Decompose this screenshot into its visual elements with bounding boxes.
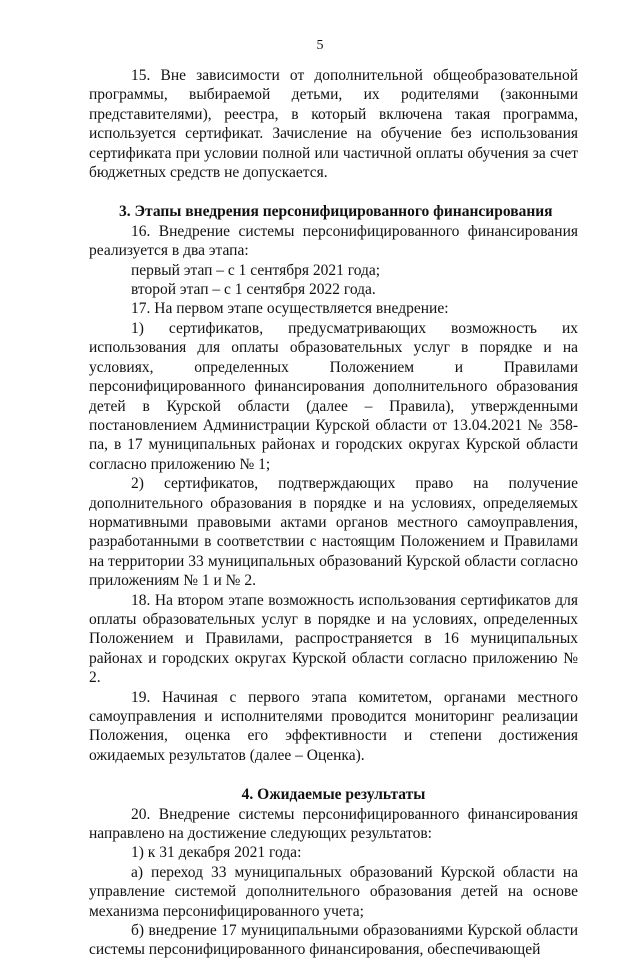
paragraph-item-20: 20. Внедрение системы персонифицированного финансирования направлено на достижение следующих результатов: <box>89 805 578 843</box>
paragraph-stage-2: второй этап – с 1 сентября 2022 года. <box>131 281 376 299</box>
section-4-heading: 4. Ожидаемые результаты <box>241 786 426 804</box>
paragraph-item-17: 17. На первом этапе осуществляется внедрение: <box>131 300 449 318</box>
paragraph-item-15: 15. Вне зависимости от дополнительной общеобразовательной программы, выбираемой детьми, их родителями (законными представителями), реестра, в который включена такая программа, используется сертификат. Зачисление на обучение без использования сертификата при условии полной или частичной оплаты обучения за счет бюджетных средств не допускается. <box>89 67 578 182</box>
paragraph-item-17-2: 2) сертификатов, подтверждающих право на получение дополнительного образования в порядке и на условиях, определяемых нормативными правовыми актами органов местного самоуправления, разработанными в соответствии с настоящим Положением и Правилами на территории 33 муниципальных образований Курской области согласно приложениям № 1 и № 2. <box>89 475 578 590</box>
paragraph-item-20-1-b: б) внедрение 17 муниципальными образованиями Курской области системы персонифицированного финансирования, обеспечивающей <box>89 922 578 959</box>
paragraph-item-18: 18. На втором этапе возможность использования сертификатов для оплаты образовательных услуг в порядке и на условиях, определенных Положением и Правилами, распространяется в 16 муниципальных районах и городских округах Курской области согласно приложению № 2. <box>89 591 578 687</box>
paragraph-item-20-1-a: а) переход 33 муниципальных образований Курской области на управление системой дополнительного образования детей на основе механизма персонифицированного учета; <box>89 863 578 920</box>
page-number: 5 <box>316 38 324 53</box>
document-body <box>89 66 578 960</box>
paragraph-item-20-1: 1) к 31 декабря 2021 года: <box>131 844 302 862</box>
paragraph-item-17-1: 1) сертификатов, предусматривающих возможность их использования для оплаты образовательных услуг в порядке и на условиях, определенных Положением и Правилами персонифицированного финансирования дополнительного образования детей в Курской области (далее – Правила), утвержденными постановлением Администрации Курской области от 13.04.2021 № 358-па, в 17 муниципальных районах и городских округах Курской области согласно приложению № 1; <box>89 319 578 473</box>
paragraph-item-19: 19. Начиная с первого этапа комитетом, органами местного самоуправления и исполнителями проводится мониторинг реализации Положения, оценка его эффективности и степени достижения ожидаемых результатов (далее – Оценка). <box>89 688 578 764</box>
paragraph-item-16: 16. Внедрение системы персонифицированного финансирования реализуется в два этапа: <box>89 222 578 260</box>
section-3-heading: 3. Этапы внедрения персонифицированного финансирования <box>119 203 553 221</box>
paragraph-stage-1: первый этап – с 1 сентября 2021 года; <box>131 261 381 279</box>
